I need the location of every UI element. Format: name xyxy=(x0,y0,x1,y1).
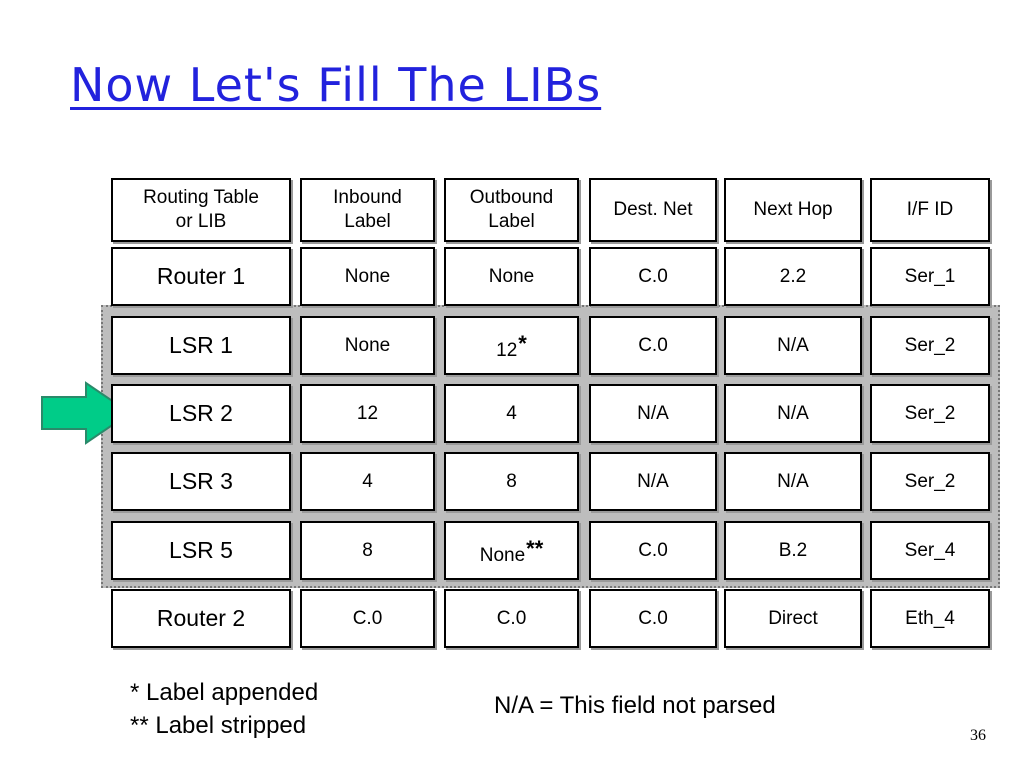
router-name-cell xyxy=(111,316,291,375)
if-id: Ser_2 xyxy=(904,470,956,492)
outbound-label: None xyxy=(479,545,526,567)
footnote-marker: ** xyxy=(526,535,544,561)
next-hop: N/A xyxy=(777,334,809,356)
outbound-label-cell xyxy=(444,384,579,443)
header-cell: Dest. Net xyxy=(589,178,717,242)
outbound-label: 4 xyxy=(506,402,517,424)
outbound-label-cell xyxy=(444,247,579,306)
inbound-label: C.0 xyxy=(352,607,383,629)
router-name: LSR 5 xyxy=(169,537,233,564)
dest-net-cell xyxy=(589,521,717,580)
inbound-label-cell xyxy=(300,316,435,375)
dest-net-cell xyxy=(589,589,717,648)
next-hop-cell xyxy=(724,316,862,375)
inbound-label: None xyxy=(344,334,391,356)
router-name: LSR 3 xyxy=(169,468,233,495)
router-name: LSR 1 xyxy=(169,332,233,359)
router-name-cell xyxy=(111,384,291,443)
next-hop: B.2 xyxy=(778,539,808,561)
inbound-label-cell xyxy=(300,589,435,648)
next-hop-cell xyxy=(724,521,862,580)
inbound-label-cell xyxy=(300,452,435,511)
if-id: Ser_2 xyxy=(904,334,956,356)
router-name: Router 2 xyxy=(156,605,246,632)
header-cell: Routing Table or LIB xyxy=(111,178,291,242)
inbound-label-cell xyxy=(300,247,435,306)
dest-net-cell xyxy=(589,384,717,443)
router-name-cell xyxy=(111,589,291,648)
footnotes xyxy=(130,676,318,742)
if-id-cell xyxy=(870,521,990,580)
next-hop: 2.2 xyxy=(779,265,807,287)
router-name-cell xyxy=(111,452,291,511)
if-id-cell xyxy=(870,452,990,511)
next-hop: N/A xyxy=(777,470,809,492)
header-cell: Next Hop xyxy=(724,178,862,242)
inbound-label: 12 xyxy=(356,402,379,424)
if-id: Eth_4 xyxy=(905,607,955,629)
outbound-label-cell xyxy=(444,589,579,648)
router-name: Router 1 xyxy=(156,263,246,290)
outbound-label: 12 xyxy=(496,340,518,362)
if-id: Ser_2 xyxy=(904,402,956,424)
next-hop: Direct xyxy=(768,607,818,629)
dest-net: C.0 xyxy=(638,334,668,356)
dest-net-cell xyxy=(589,316,717,375)
outbound-label-cell xyxy=(444,452,579,511)
slide-title: Now Let's Fill The LIBs xyxy=(70,58,602,112)
outbound-label: 8 xyxy=(506,470,517,492)
if-id-cell xyxy=(870,384,990,443)
router-name: LSR 2 xyxy=(169,400,233,427)
outbound-label-cell xyxy=(444,316,579,375)
inbound-label: 8 xyxy=(362,539,373,561)
footnote-stripped: ** Label stripped xyxy=(130,712,307,739)
footnote-marker: * xyxy=(518,330,527,356)
header-cell: Inbound Label xyxy=(300,178,435,242)
outbound-label: C.0 xyxy=(496,607,527,629)
header-cell: Outbound Label xyxy=(444,178,579,242)
footnote-appended: * Label appended xyxy=(130,679,319,706)
inbound-label-cell xyxy=(300,521,435,580)
next-hop-cell xyxy=(724,384,862,443)
router-name-cell xyxy=(111,521,291,580)
if-id-cell xyxy=(870,247,990,306)
if-id-cell xyxy=(870,589,990,648)
dest-net: N/A xyxy=(637,470,669,492)
page-number: 36 xyxy=(970,727,986,744)
next-hop-cell xyxy=(724,247,862,306)
dest-net: C.0 xyxy=(638,607,668,629)
dest-net: C.0 xyxy=(638,539,668,561)
next-hop: N/A xyxy=(777,402,809,424)
outbound-label-cell xyxy=(444,521,579,580)
dest-net: N/A xyxy=(637,402,669,424)
inbound-label-cell xyxy=(300,384,435,443)
if-id: Ser_4 xyxy=(904,539,956,561)
next-hop-cell xyxy=(724,452,862,511)
if-id: Ser_1 xyxy=(904,265,956,287)
if-id-cell xyxy=(870,316,990,375)
header-cell: I/F ID xyxy=(870,178,990,242)
outbound-label: None xyxy=(488,265,535,287)
na-legend: N/A = This field not parsed xyxy=(494,692,776,719)
dest-net-cell xyxy=(589,452,717,511)
inbound-label: 4 xyxy=(362,470,373,492)
dest-net-cell xyxy=(589,247,717,306)
router-name-cell xyxy=(111,247,291,306)
inbound-label: None xyxy=(344,265,391,287)
dest-net: C.0 xyxy=(638,265,668,287)
next-hop-cell xyxy=(724,589,862,648)
